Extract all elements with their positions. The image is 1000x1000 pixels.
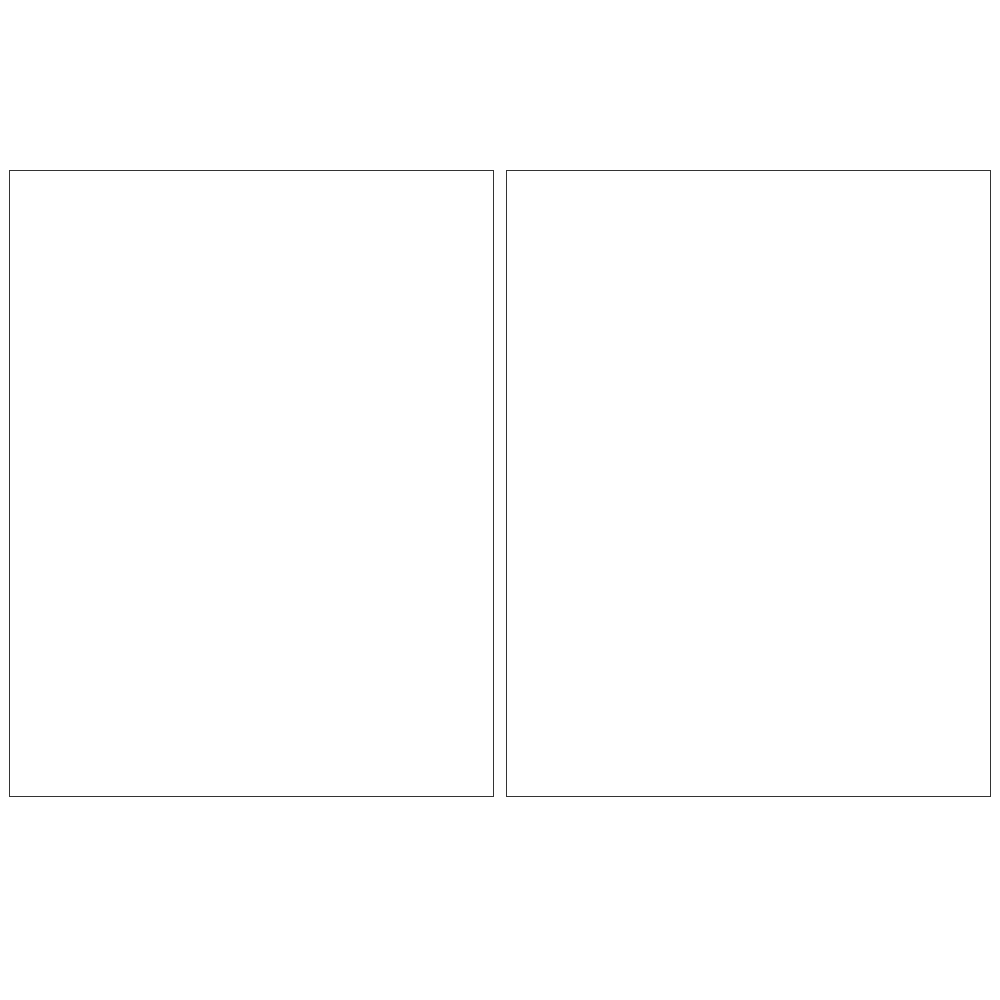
right-page — [506, 170, 991, 797]
left-page — [9, 170, 494, 797]
